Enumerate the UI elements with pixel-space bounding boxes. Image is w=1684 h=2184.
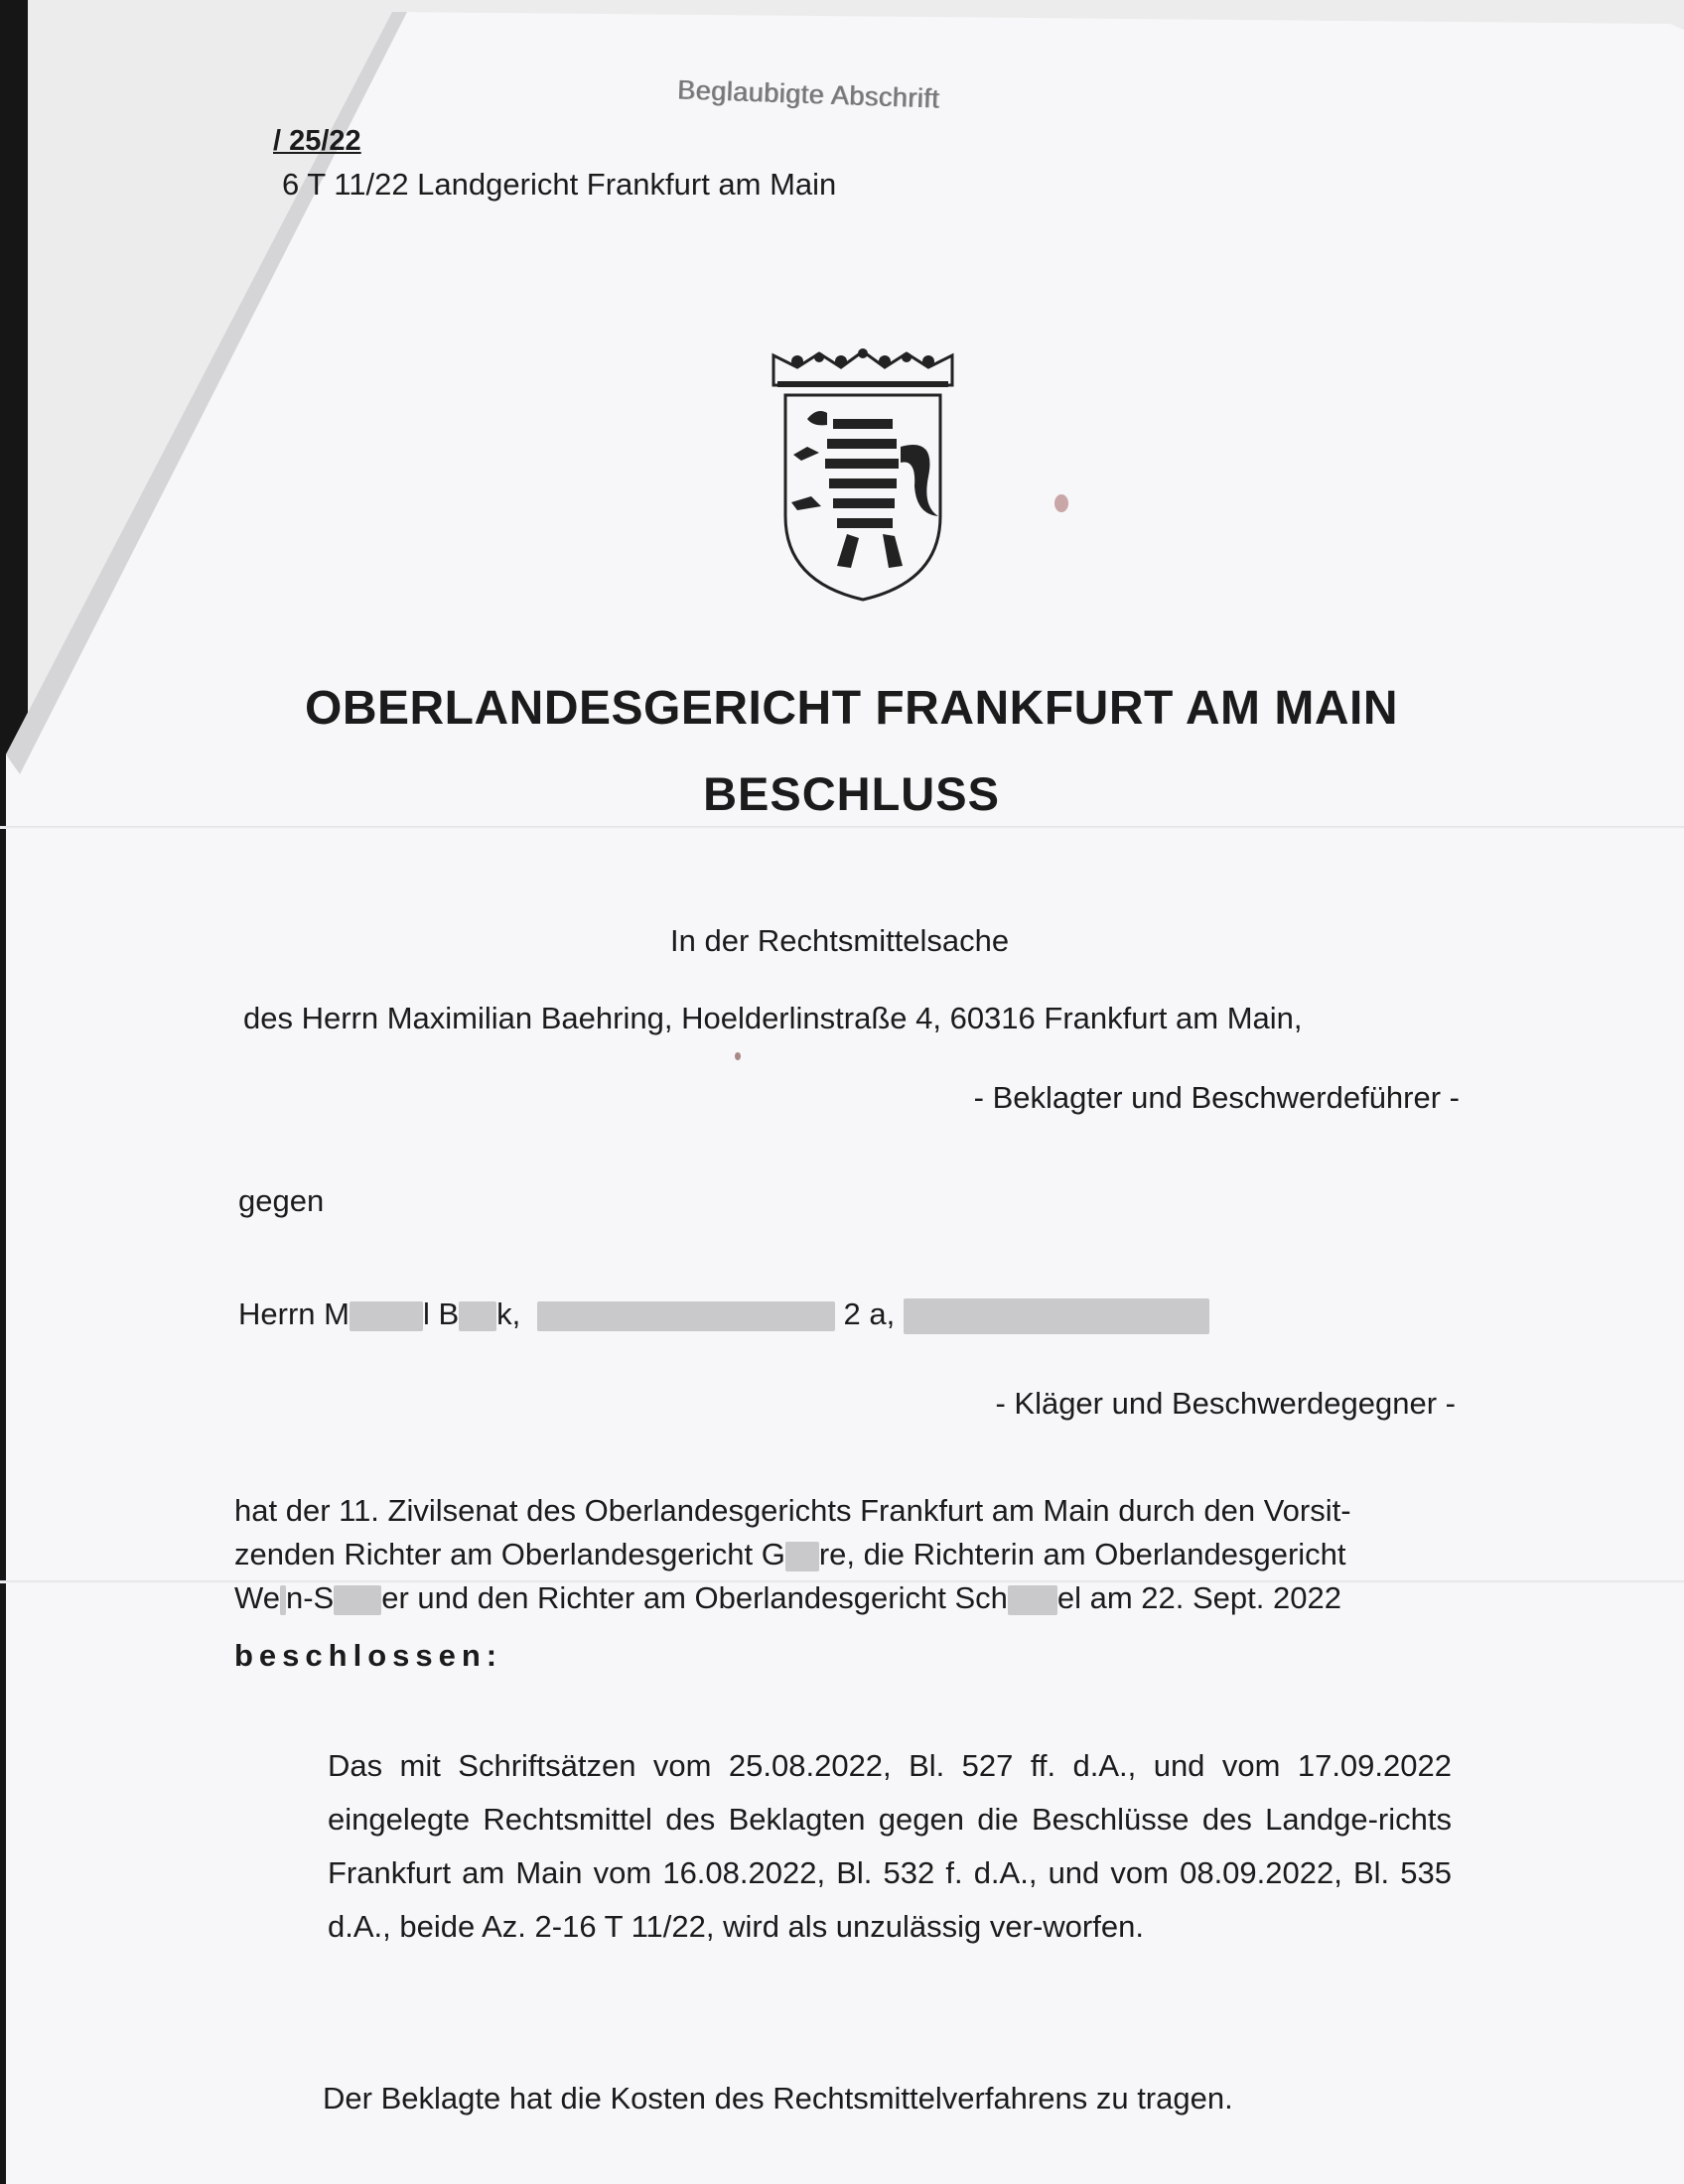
panel-line xyxy=(234,1533,1446,1576)
redaction-block xyxy=(334,1585,381,1615)
plaintiff-text: k, xyxy=(496,1297,521,1331)
plaintiff-text: Herrn M xyxy=(238,1297,350,1331)
defendant-party: des Herrn Maximilian Baehring, Hoelderlinstraße 4, 60316 Frankfurt am Main, xyxy=(243,1001,1303,1035)
panel-paragraph xyxy=(234,1489,1446,1620)
panel-text: re, die Richterin am Oberlandesgericht xyxy=(818,1537,1346,1571)
lower-court-reference: 6 T 11/22 Landgericht Frankfurt am Main xyxy=(282,167,837,202)
panel-text: zenden Richter am Oberlandesgericht G xyxy=(234,1537,785,1571)
panel-text: el am 22. Sept. 2022 xyxy=(1056,1580,1341,1615)
panel-line xyxy=(234,1576,1446,1620)
court-name-heading: OBERLANDESGERICHT FRANKFURT AM MAIN xyxy=(305,682,1398,735)
redaction-block xyxy=(350,1301,423,1331)
paper-blemish xyxy=(1054,494,1068,512)
panel-text: We xyxy=(234,1580,280,1615)
plaintiff-party xyxy=(238,1297,1209,1334)
fold-crease xyxy=(0,826,1684,829)
file-reference: / 25/22 xyxy=(273,125,361,157)
decided-heading: beschlossen: xyxy=(234,1638,503,1673)
panel-text: er und den Richter am Oberlandesgericht Sch xyxy=(381,1580,1008,1615)
decision-type-heading: BESCHLUSS xyxy=(703,767,1000,820)
panel-line: hat der 11. Zivilsenat des Oberlandesgerichts Frankfurt am Main durch den Vorsit- xyxy=(234,1493,1351,1528)
defendant-role: - Beklagter und Beschwerdeführer - xyxy=(973,1080,1460,1115)
costs-paragraph: Der Beklagte hat die Kosten des Rechtsmittelverfahrens zu tragen. xyxy=(323,2081,1233,2116)
plaintiff-text: 2 a, xyxy=(843,1297,896,1331)
panel-text: n-S xyxy=(285,1580,335,1615)
against-label: gegen xyxy=(238,1183,325,1218)
redaction-block xyxy=(537,1301,835,1331)
redaction-block xyxy=(904,1298,1209,1334)
plaintiff-role: - Kläger und Beschwerdegegner - xyxy=(995,1386,1456,1421)
ruling-paragraph: Das mit Schriftsätzen vom 25.08.2022, Bl. 527 ff. d.A., und vom 17.09.2022 eingelegte Rechtsmittel des Beklagten gegen die Beschlüsse des Landge-richts Frankfurt am Main vom 16.08.2022, Bl. 532 f. d.A., und vom 08.09.2022, Bl. 535 d.A., beide Az. 2-16 T 11/22, wird als unzulässig ver-worfen. xyxy=(328,1748,1452,1944)
certified-copy-stamp: Beglaubigte Abschrift xyxy=(676,74,940,114)
matter-intro: In der Rechtsmittelsache xyxy=(670,923,1010,958)
hessen-coat-of-arms-icon xyxy=(768,347,958,604)
redaction-block xyxy=(459,1301,496,1331)
redaction-block xyxy=(785,1542,819,1571)
redaction-block xyxy=(1008,1585,1057,1615)
paper-blemish xyxy=(735,1052,741,1060)
plaintiff-text: l B xyxy=(422,1297,460,1331)
